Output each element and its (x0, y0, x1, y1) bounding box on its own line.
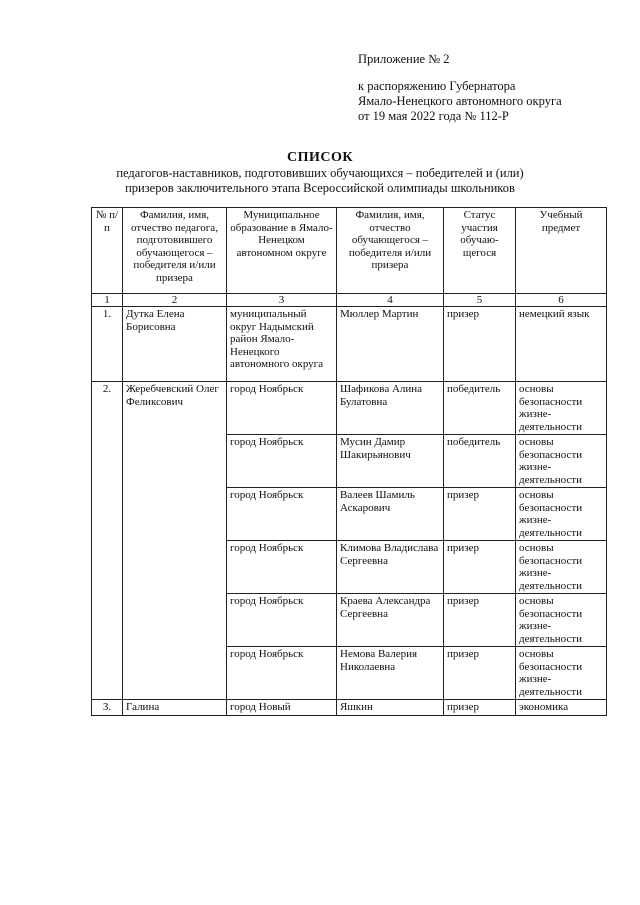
appendix-number: Приложение № 2 (358, 52, 450, 66)
title-heading: СПИСОК (286, 150, 354, 165)
teacher-name: Жеребчевский Олег Феликсович (123, 382, 227, 700)
row-number: 2. (92, 382, 123, 700)
appendix-line: от 19 мая 2022 года № 112-Р (358, 109, 509, 123)
municipality: город Ноябрьск (227, 541, 337, 594)
student-name: Шафикова Алина Булатовна (337, 382, 444, 435)
table-row (92, 382, 607, 435)
municipality: город Ноябрьск (227, 382, 337, 435)
column-number-row (92, 294, 607, 307)
subject: основы безопасности жизне-деятельности (516, 488, 607, 541)
subject: немецкий язык (516, 307, 607, 382)
awards-table (91, 207, 607, 716)
municipality: город Ноябрьск (227, 647, 337, 700)
header-cell: Муниципальное образование в Ямало-Ненецком автономном округе (227, 208, 337, 294)
header-cell: Фамилия, имя, отчество педагога, подготовившего обучающегося – победителя и/или призера (123, 208, 227, 294)
teacher-name: Галина (123, 700, 227, 716)
column-number: 1 (92, 294, 123, 307)
table-header-row (92, 208, 607, 294)
status: призер (444, 488, 516, 541)
teacher-name: Дутка Елена Борисовна (123, 307, 227, 382)
table-row (92, 700, 607, 716)
municipality: город Ноябрьск (227, 435, 337, 488)
appendix-line: Ямало-Ненецкого автономного округа (358, 94, 562, 108)
subject: основы безопасности жизне-деятельности (516, 435, 607, 488)
title-line: педагогов-наставников, подготовивших обучающихся – победителей и (или) (116, 166, 524, 180)
municipality: муниципальный округ Надымский район Ямало-Ненецкого автономного округа (227, 307, 337, 382)
table-row (92, 307, 607, 382)
municipality: город Ноябрьск (227, 488, 337, 541)
subject: экономика (516, 700, 607, 716)
column-number: 2 (123, 294, 227, 307)
municipality: город Новый (227, 700, 337, 716)
column-number: 4 (337, 294, 444, 307)
status: победитель (444, 435, 516, 488)
subject: основы безопасности жизне-деятельности (516, 647, 607, 700)
student-name: Валеев Шамиль Аскарович (337, 488, 444, 541)
subject: основы безопасности жизне-деятельности (516, 382, 607, 435)
status: победитель (444, 382, 516, 435)
header-cell: Статус участия обучаю-щегося (444, 208, 516, 294)
student-name: Немова Валерия Николаевна (337, 647, 444, 700)
column-number: 3 (227, 294, 337, 307)
header-cell: Учебный предмет (516, 208, 607, 294)
student-name: Мусин Дамир Шакирьянович (337, 435, 444, 488)
student-name: Климова Владислава Сергеевна (337, 541, 444, 594)
title-line: призеров заключительного этапа Всероссийской олимпиады школьников (125, 181, 515, 195)
student-name: Яшкин (337, 700, 444, 716)
status: призер (444, 307, 516, 382)
status: призер (444, 541, 516, 594)
column-number: 6 (516, 294, 607, 307)
row-number: 3. (92, 700, 123, 716)
municipality: город Ноябрьск (227, 594, 337, 647)
student-name: Мюллер Мартин (337, 307, 444, 382)
status: призер (444, 594, 516, 647)
column-number: 5 (444, 294, 516, 307)
header-cell: № п/п (92, 208, 123, 294)
student-name: Краева Александра Сергеевна (337, 594, 444, 647)
document-title (0, 150, 640, 196)
status: призер (444, 700, 516, 716)
subject: основы безопасности жизне-деятельности (516, 541, 607, 594)
status: призер (444, 647, 516, 700)
row-number: 1. (92, 307, 123, 382)
appendix-block (358, 52, 562, 124)
header-cell: Фамилия, имя, отчество обучающегося – победителя и/или призера (337, 208, 444, 294)
appendix-line: к распоряжению Губернатора (358, 79, 516, 93)
subject: основы безопасности жизне-деятельности (516, 594, 607, 647)
